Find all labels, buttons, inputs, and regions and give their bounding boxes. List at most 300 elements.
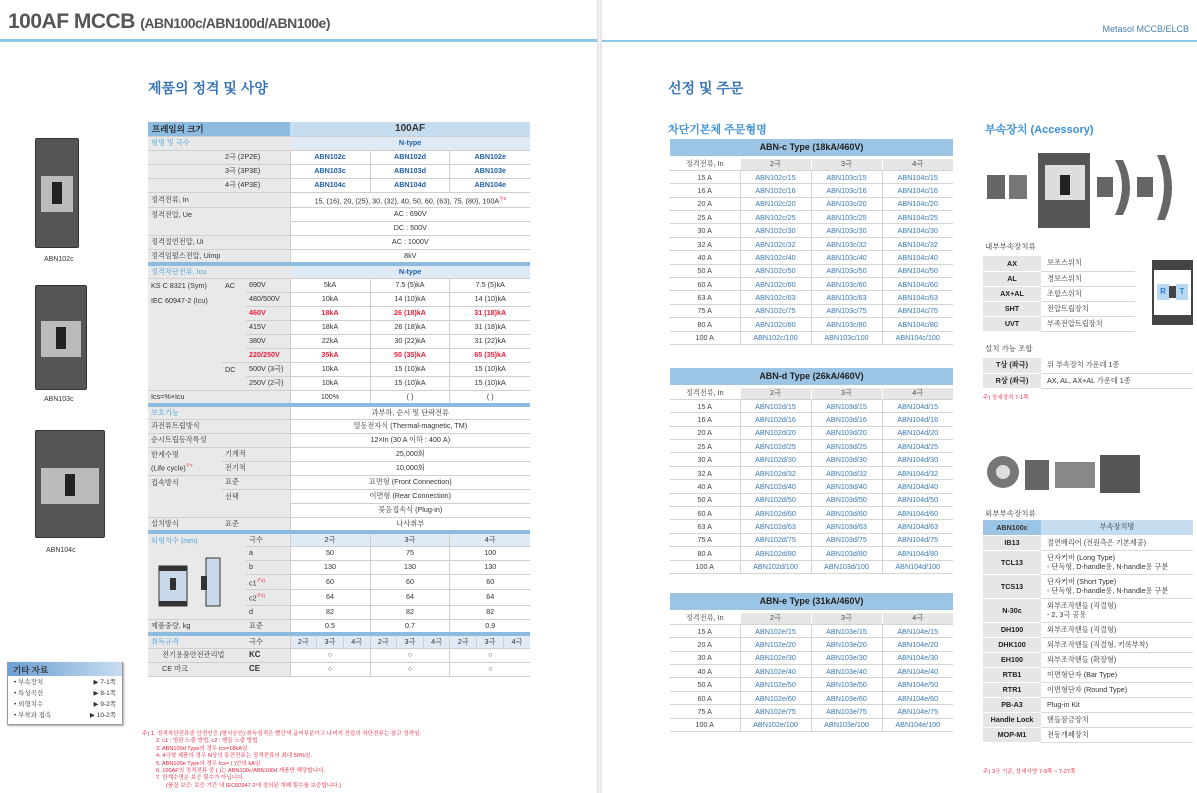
column-header: 정격전류, In — [670, 386, 740, 399]
spec-row — [148, 249, 530, 264]
accessory-code: SHT — [983, 301, 1041, 316]
accessory-code: PB-A3 — [983, 697, 1041, 712]
icu-value: 15 (10)kA — [370, 376, 450, 390]
accessory-code: RTR1 — [983, 682, 1041, 697]
accessory-name-line: 단자커버 (Short Type) — [1047, 576, 1117, 586]
spec-value: ABN102e — [450, 150, 530, 164]
rated-current: 50 A — [670, 264, 740, 277]
spec-value: ABN104d — [370, 178, 450, 192]
accessory-name-line: 이면형단자 (Bar Type) — [1047, 669, 1118, 679]
order-row — [670, 251, 953, 264]
order-row — [670, 466, 953, 479]
order-code: ABN102d/100 — [740, 560, 811, 573]
accessory-code: DH100 — [983, 622, 1041, 637]
cert-pole-header: 3극 — [317, 634, 344, 649]
order-code: ABN104c/100 — [882, 331, 953, 344]
order-code: ABN104e/60 — [882, 691, 953, 704]
misc-item-label: • 부속장치 — [14, 679, 44, 686]
combo-title: 설치 가능 조합 — [985, 344, 1033, 353]
order-code: ABN103c/30 — [811, 224, 882, 237]
spec-value: ○ — [370, 662, 450, 676]
accessory-code: AL — [983, 271, 1041, 286]
order-code: ABN104d/32 — [882, 466, 953, 479]
order-code: ABN104d/25 — [882, 440, 953, 453]
order-code: ABN103e/30 — [811, 651, 882, 664]
spec-cell: 기계적 — [222, 447, 290, 461]
order-code: ABN103c/60 — [811, 278, 882, 291]
order-code: ABN103e/15 — [811, 624, 882, 637]
order-code: ABN103d/20 — [811, 426, 882, 439]
accessory-name-line: 전동개폐장치 — [1047, 729, 1089, 739]
external-accessory-row — [983, 535, 1193, 550]
rated-current: 30 A — [670, 651, 740, 664]
cert-pole-header: 4극 — [343, 634, 370, 649]
icu-value: 14 (10)kA — [370, 292, 450, 306]
order-code: ABN102c/32 — [740, 237, 811, 250]
spec-row — [148, 517, 530, 532]
dimension-key — [246, 560, 290, 574]
footnote-line: 주) 1. 정격차단전류중 안전인증 (형식승인) 취득정격은 빨간색 글씨부분이고 나머지 전압의 차단전류는 참고 정격임. — [142, 731, 422, 737]
order-code: ABN104e/50 — [882, 678, 953, 691]
internal-accessory-table — [983, 256, 1135, 332]
rt-phase-diagram — [1152, 260, 1193, 325]
accessory-name — [1041, 667, 1193, 682]
spec-cell: N-type — [290, 264, 530, 279]
accessory-name — [1041, 727, 1193, 742]
accessory-code: DHK100 — [983, 637, 1041, 652]
order-row — [670, 197, 953, 210]
accessory-name — [1041, 535, 1193, 550]
misc-item-ref: ▶ 9-2쪽 — [93, 701, 116, 708]
spec-value: 82 — [450, 605, 530, 619]
icu-value: 26 (18)kA — [370, 306, 450, 320]
icu-standards — [148, 278, 222, 390]
dimension-key-text: a — [249, 548, 253, 558]
misc-item-label: • 부착과 접속 — [14, 712, 52, 719]
footnote-line: (품질 보증: 보증 기간 내 IEC60947-2에 정의된 개폐 횟수를 보증합니다.) — [166, 782, 341, 789]
spec-cell: 프레임의 크기 — [148, 122, 290, 136]
column-header: 2극 — [740, 611, 811, 624]
order-code: ABN104c/40 — [882, 251, 953, 264]
spec-row — [148, 264, 530, 279]
column-header: 정격전류, In — [670, 611, 740, 624]
rated-current: 16 A — [670, 184, 740, 197]
rated-current: 30 A — [670, 224, 740, 237]
spec-row — [148, 136, 530, 150]
order-code: ABN104e/100 — [882, 718, 953, 731]
order-code: ABN103d/60 — [811, 507, 882, 520]
spec-cell: 12×In (30 A 이하 : 400 A) — [290, 433, 530, 447]
order-code: ABN104c/80 — [882, 318, 953, 331]
pole-header: 3극 — [370, 532, 450, 547]
accessory-exploded-image — [985, 145, 1195, 230]
spec-cell: 정격차단전류, Icu — [148, 264, 290, 279]
order-header-row — [670, 386, 953, 399]
order-table-title: ABN-e Type (31kA/460V) — [670, 593, 953, 611]
spec-value: 64 — [450, 590, 530, 605]
cert-pole-header: 4극 — [423, 634, 450, 649]
spec-row — [148, 662, 530, 676]
external-accessory-row — [983, 622, 1193, 637]
order-row — [670, 331, 953, 344]
order-code: ABN104c/15 — [882, 170, 953, 183]
spec-value: ABN102d — [370, 150, 450, 164]
order-row — [670, 480, 953, 493]
footnote-ref: 주2) — [256, 593, 265, 599]
pole-header: 2극 — [290, 532, 370, 547]
spec-value: 82 — [370, 605, 450, 619]
order-code: ABN104e/30 — [882, 651, 953, 664]
dimension-key-text: d — [249, 607, 253, 617]
spec-cell: 형명 및 극수 — [148, 136, 290, 150]
spec-cell: N-type — [290, 136, 530, 150]
misc-item-label: • 외형치수 — [14, 701, 44, 708]
order-code: ABN102c/75 — [740, 304, 811, 317]
order-code: ABN103c/100 — [811, 331, 882, 344]
spec-table — [148, 122, 530, 677]
order-row — [670, 170, 953, 183]
accessory-name-line: 절연베리어 (전원측은 기본제공) — [1047, 537, 1147, 547]
spec-cell: DC : 500V — [290, 221, 530, 235]
order-code: ABN102d/63 — [740, 520, 811, 533]
product-image-abn102c — [35, 138, 79, 248]
external-accessory-row — [983, 712, 1193, 727]
dimension-label — [148, 532, 246, 619]
order-code: ABN103e/50 — [811, 678, 882, 691]
misc-item — [8, 698, 122, 709]
spec-cell: 과부하, 순시 및 단락전류 — [290, 405, 530, 420]
order-table-d — [670, 368, 953, 574]
order-code: ABN104d/75 — [882, 533, 953, 546]
order-code: ABN102c/50 — [740, 264, 811, 277]
order-code: ABN103c/25 — [811, 211, 882, 224]
order-code: ABN104c/30 — [882, 224, 953, 237]
order-code: ABN104c/63 — [882, 291, 953, 304]
order-code: ABN103e/40 — [811, 665, 882, 678]
spec-cell — [148, 150, 222, 164]
accessory-name: 부족전압트립장치 — [1041, 316, 1135, 331]
dimension-key — [246, 574, 290, 589]
rated-current: 80 A — [670, 318, 740, 331]
order-code: ABN104c/32 — [882, 237, 953, 250]
order-title-row — [670, 368, 953, 386]
rated-current: 20 A — [670, 638, 740, 651]
order-code: ABN102d/32 — [740, 466, 811, 479]
spec-cell: 극수 — [246, 634, 290, 649]
order-row — [670, 718, 953, 731]
order-code: ABN104e/20 — [882, 638, 953, 651]
order-code: ABN103d/15 — [811, 399, 882, 412]
order-row — [670, 278, 953, 291]
icu-value: 65 (35)kA — [450, 348, 530, 362]
t-phase-label: T — [1176, 284, 1188, 300]
accessory-name — [1041, 652, 1193, 667]
spec-cell: 설치방식 — [148, 517, 222, 532]
spec-cell: AC : 1000V — [290, 235, 530, 249]
spec-value: ABN102c — [290, 150, 370, 164]
spec-cell: 8kV — [290, 249, 530, 264]
combo-desc: AX, AL, AX+AL 가운데 1종 — [1041, 373, 1193, 388]
spec-value: 100% — [290, 390, 370, 405]
order-code: ABN102d/50 — [740, 493, 811, 506]
internal-accessory-row — [983, 316, 1135, 331]
misc-item-ref: ▶ 7-1쪽 — [93, 679, 116, 686]
order-code: ABN103d/80 — [811, 547, 882, 560]
icu-value: 15 (10)kA — [450, 376, 530, 390]
title-underline — [0, 39, 597, 42]
order-code: ABN102e/40 — [740, 665, 811, 678]
external-accessory-table — [983, 520, 1193, 743]
rated-current: 60 A — [670, 691, 740, 704]
rated-current: 75 A — [670, 533, 740, 546]
column-header: 정격전류, In — [670, 157, 740, 170]
voltage-label: 460V — [246, 306, 290, 320]
order-code: ABN103d/50 — [811, 493, 882, 506]
order-row — [670, 638, 953, 651]
order-code: ABN104c/75 — [882, 304, 953, 317]
spec-cell: 접속방식 — [148, 475, 222, 517]
cert-pole-header: 3극 — [397, 634, 424, 649]
column-header: 3극 — [811, 611, 882, 624]
rated-current: 100 A — [670, 718, 740, 731]
order-row — [670, 705, 953, 718]
order-table-title: ABN-c Type (18kA/460V) — [670, 139, 953, 157]
misc-item-ref: ▶ 10-2쪽 — [89, 712, 116, 719]
internal-accessory-row — [983, 256, 1135, 271]
spec-value: ○ — [450, 648, 530, 662]
order-table-e — [670, 593, 953, 732]
spec-cell: Ics=%×Icu — [148, 390, 290, 405]
pole-header: 4극 — [450, 532, 530, 547]
order-row — [670, 440, 953, 453]
order-row — [670, 318, 953, 331]
rated-current: 63 A — [670, 520, 740, 533]
rated-current-values: 15, (16), 20, (25), 30, (32), 40, 50, 60, (63), 75, (80), 100A — [314, 195, 500, 205]
footnote-ref: 주2) — [256, 577, 265, 583]
order-table-c — [670, 139, 953, 345]
brand-label: Metasol MCCB/ELCB — [1102, 24, 1189, 34]
order-code: ABN104e/40 — [882, 665, 953, 678]
order-code: ABN102e/20 — [740, 638, 811, 651]
accessory-code: AX+AL — [983, 286, 1041, 301]
combo-phase: R상 (좌극) — [983, 373, 1041, 388]
order-code: ABN104d/60 — [882, 507, 953, 520]
misc-item — [8, 687, 122, 698]
column-header: 4극 — [882, 157, 953, 170]
cert-mark-icon: CE — [246, 662, 290, 676]
rated-current: 40 A — [670, 251, 740, 264]
life-label-en-text: (Life cycle) — [151, 463, 186, 473]
spec-cell: 정격절연전압, Ui — [148, 235, 290, 249]
combo-note: 주) 상세정격 7-1쪽 — [983, 395, 1029, 401]
accessory-name — [1041, 637, 1193, 652]
spec-cell: 보호기능 — [148, 405, 290, 420]
external-header-row — [983, 520, 1193, 535]
order-code: ABN104d/30 — [882, 453, 953, 466]
order-code: ABN104c/50 — [882, 264, 953, 277]
icu-standard: KS C 8321 (Sym) — [151, 280, 207, 290]
order-row — [670, 426, 953, 439]
dimension-key-text: c2 — [249, 593, 257, 603]
page-subtitle: (ABN100c/ABN100d/ABN100e) — [140, 15, 330, 31]
order-row — [670, 184, 953, 197]
spec-value: 60 — [450, 574, 530, 589]
spec-value: ABN103c — [290, 164, 370, 178]
order-code: ABN103d/40 — [811, 480, 882, 493]
footnote-line: 3. ABN100d Type의 경우 Ics=18kA임. — [156, 745, 249, 752]
spec-row — [148, 405, 530, 420]
spec-value: ABN103d — [370, 164, 450, 178]
accessory-name: 경보스위치 — [1041, 271, 1135, 286]
spec-cell: 표준 — [246, 619, 290, 634]
spec-value: 100 — [450, 546, 530, 560]
order-code: ABN104d/100 — [882, 560, 953, 573]
order-code: ABN102e/30 — [740, 651, 811, 664]
order-code: ABN102d/40 — [740, 480, 811, 493]
rated-current: 20 A — [670, 426, 740, 439]
spec-cell: 취득규격 — [148, 634, 246, 649]
spec-cell: 10,000회 — [290, 461, 530, 475]
order-code: ABN104d/63 — [882, 520, 953, 533]
rated-current: 40 A — [670, 665, 740, 678]
order-code: ABN104d/16 — [882, 413, 953, 426]
order-code: ABN102d/15 — [740, 399, 811, 412]
right-topline — [602, 40, 1197, 42]
order-code: ABN104c/25 — [882, 211, 953, 224]
accessory-code: TCL13 — [983, 550, 1041, 574]
order-code: ABN103c/40 — [811, 251, 882, 264]
rated-current: 16 A — [670, 413, 740, 426]
spec-row — [148, 207, 530, 221]
order-code: ABN102d/25 — [740, 440, 811, 453]
order-code: ABN102e/100 — [740, 718, 811, 731]
icu-value: 5kA — [290, 278, 370, 292]
cert-pole-header: 3극 — [477, 634, 504, 649]
voltage-label: 500V (3극) — [246, 362, 290, 376]
accessory-name — [1041, 712, 1193, 727]
spec-cell: 100AF — [290, 122, 530, 136]
accessory-name: 조합스위치 — [1041, 286, 1135, 301]
spec-row — [148, 433, 530, 447]
order-code: ABN104c/20 — [882, 197, 953, 210]
accessory-name-line: Plug-in Kit — [1047, 699, 1080, 709]
spec-cell — [148, 178, 222, 192]
column-header: ABN100c — [983, 520, 1041, 535]
footnotes — [142, 731, 421, 790]
spec-cell — [148, 164, 222, 178]
spec-cell: 25,000회 — [290, 447, 530, 461]
rated-current: 15 A — [670, 170, 740, 183]
order-code: ABN103c/32 — [811, 237, 882, 250]
spec-row — [148, 532, 530, 547]
order-row — [670, 493, 953, 506]
icu-value: 10kA — [290, 292, 370, 306]
spec-row — [148, 390, 530, 405]
order-row — [670, 651, 953, 664]
order-row — [670, 520, 953, 533]
order-code: ABN102e/60 — [740, 691, 811, 704]
spec-cell: 선택 — [222, 489, 290, 517]
order-subtitle: 차단기본체 주문형명 — [668, 124, 767, 136]
spec-value: 82 — [290, 605, 370, 619]
order-code: ABN104d/20 — [882, 426, 953, 439]
icu-value: 10kA — [290, 362, 370, 376]
external-accessory-row — [983, 697, 1193, 712]
order-row — [670, 507, 953, 520]
icu-value: 14 (10)kA — [450, 292, 530, 306]
dimension-label-text: 외형치수 (mm) — [151, 535, 198, 545]
rated-current: 100 A — [670, 560, 740, 573]
accessory-name — [1041, 622, 1193, 637]
footnote-ref: 주6 — [499, 195, 507, 201]
product-caption: ABN103c — [44, 396, 74, 403]
spec-value: 130 — [290, 560, 370, 574]
rated-current: 40 A — [670, 480, 740, 493]
dimension-key — [246, 546, 290, 560]
cert-mark-icon: KC — [246, 648, 290, 662]
order-code: ABN104e/75 — [882, 705, 953, 718]
rated-current: 60 A — [670, 278, 740, 291]
dimension-key-text: b — [249, 562, 253, 572]
icu-value: 31 (18)kA — [450, 306, 530, 320]
spec-cell: 전기적 — [222, 461, 290, 475]
icu-value: 31 (22)kA — [450, 334, 530, 348]
accessory-title: 부속장치 (Accessory) — [985, 124, 1094, 136]
cert-name: 전기용품안전관리법 — [148, 648, 246, 662]
column-header: 부속장치명 — [1041, 520, 1193, 535]
order-code: ABN102d/30 — [740, 453, 811, 466]
spec-cell: 극수 — [246, 532, 290, 547]
spec-value: 64 — [370, 590, 450, 605]
accessory-name — [1041, 574, 1193, 598]
misc-item — [8, 676, 122, 687]
spec-value: 0.7 — [370, 619, 450, 634]
spec-row — [148, 164, 530, 178]
page-gutter — [597, 0, 602, 793]
footnote-ref: 주7 — [185, 462, 193, 468]
external-accessory-row — [983, 598, 1193, 622]
order-code: ABN102c/15 — [740, 170, 811, 183]
order-code: ABN102c/20 — [740, 197, 811, 210]
column-header: 4극 — [882, 386, 953, 399]
order-header-row — [670, 611, 953, 624]
page-title: 100AF MCCB (ABN100c/ABN100d/ABN100e) — [8, 10, 330, 33]
dimension-key — [246, 590, 290, 605]
accessory-code: N-30c — [983, 598, 1041, 622]
spec-cell: 정격전압, Ue — [148, 207, 290, 235]
order-row — [670, 237, 953, 250]
rated-current: 80 A — [670, 547, 740, 560]
voltage-label: 690V — [246, 278, 290, 292]
spec-value: ABN103e — [450, 164, 530, 178]
accessory-name-line: 외부조작핸들 (직결형) — [1047, 600, 1117, 610]
spec-cell: 꽂음접속식 (Plug-in) — [290, 503, 530, 517]
spec-cell: 정격전류, In — [148, 192, 290, 207]
spec-row — [148, 122, 530, 136]
cert-pole-header: 4극 — [503, 634, 530, 649]
accessory-name — [1041, 682, 1193, 697]
r-phase-label: R — [1157, 284, 1169, 300]
combo-row — [983, 358, 1193, 373]
order-row — [670, 560, 953, 573]
order-code: ABN102e/15 — [740, 624, 811, 637]
internal-accessory-title: 내부부속장치류 — [985, 242, 1036, 251]
rated-current: 32 A — [670, 237, 740, 250]
rated-current: 63 A — [670, 291, 740, 304]
spec-cell — [290, 192, 530, 207]
spec-value: ○ — [290, 662, 370, 676]
icu-value: 15 (10)kA — [370, 362, 450, 376]
